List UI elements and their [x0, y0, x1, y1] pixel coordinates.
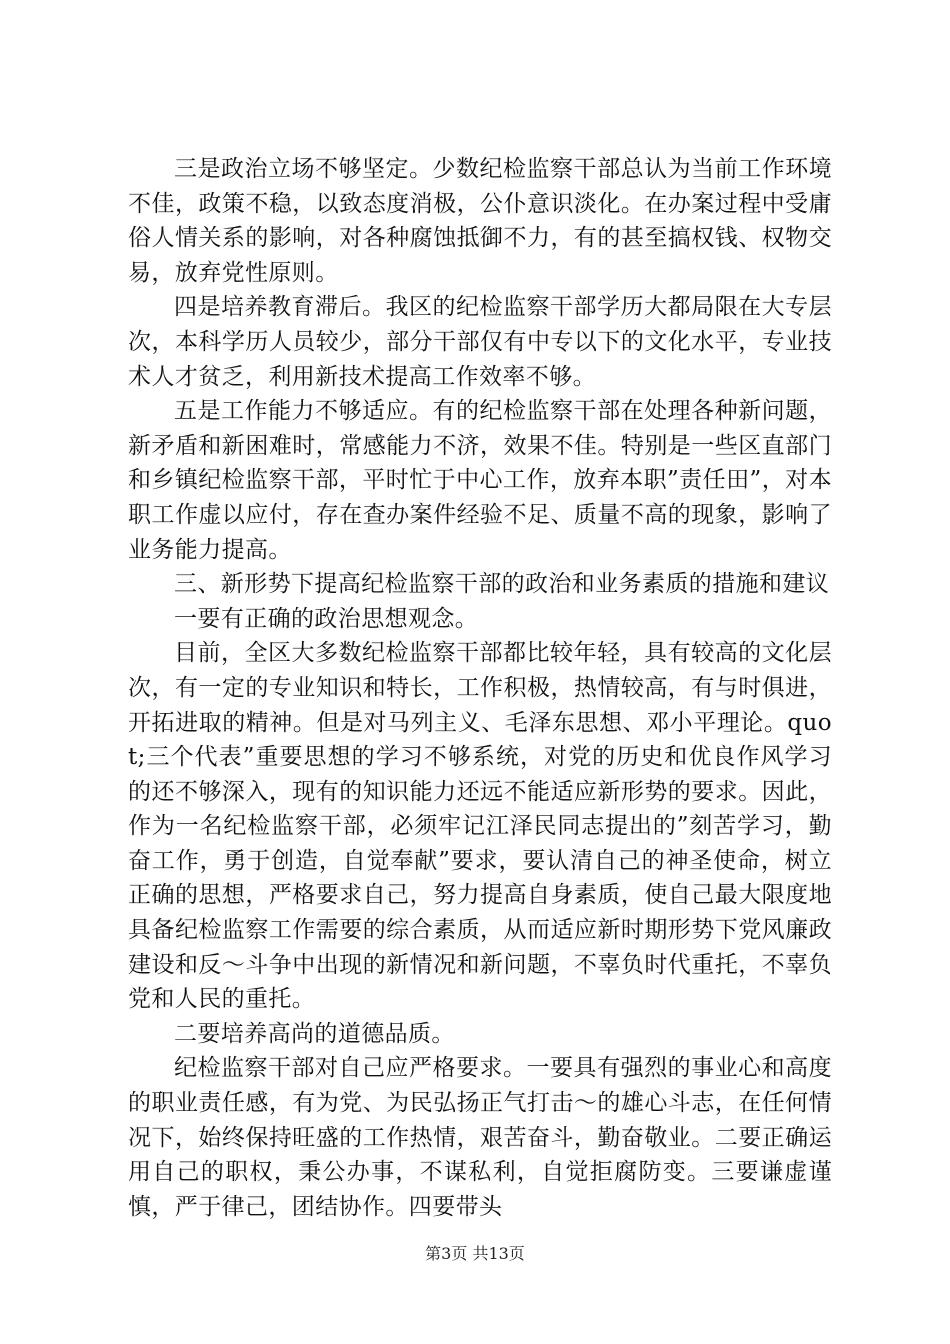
paragraph-training-education: 四是培养教育滞后。我区的纪检监察干部学历大都局限在大专层次，本科学历人员较少，部分干部仅有中专以下的文化水平，专业技术人才贫乏，利用新技术提高工作效率不够。: [128, 294, 832, 390]
paragraph-current-situation: 目前，全区大多数纪检监察干部都比较年轻，具有较高的文化层次，有一定的专业知识和特长，工作积极，热情较高，有与时俱进，开拓进取的精神。但是对马列主义、毛泽东思想、邓小平理论。quot;三个代表”重要思想的学习不够系统，对党的历史和优良作风学习的还不够深入，现有的知识能力还远不能适应新形势的要求。因此，作为一名纪检监察干部，必须牢记江泽民同志提出的”刻苦学习，勤奋工作，勇于创造，自觉奉献”要求，要认清自己的神圣使命，树立正确的思想，严格要求自己，努力提高自身素质，使自己最大限度地具备纪检监察工作需要的综合素质，从而适应新时期形势下党风廉政建设和反～斗争中出现的新情况和新问题，不辜负时代重托，不辜负党和人民的重托。: [128, 640, 832, 1013]
subheading-political-thought: 一要有正确的政治思想观念。: [174, 605, 479, 632]
page-number-footer: 第3页 共13页: [425, 1244, 525, 1263]
paragraph-work-ability: 五是工作能力不够适应。有的纪检监察干部在处理各种新问题，新矛盾和新困难时，常感能力不济，效果不佳。特别是一些区直部门和乡镇纪检监察干部，平时忙于中心工作，放弃本职”责任田”，对本职工作虚以应付，存在查办案件经验不足、质量不高的现象，影响了业务能力提高。: [128, 398, 832, 563]
document-body: [128, 152, 832, 1224]
section-heading-measures: 三、新形势下提高纪检监察干部的政治和业务素质的措施和建议: [174, 571, 830, 598]
paragraph-political-stance: 三是政治立场不够坚定。少数纪检监察干部总认为当前工作环境不佳，政策不稳，以致态度消极，公仆意识淡化。在办案过程中受庸俗人情关系的影响，对各种腐蚀抵御不力，有的甚至搞权钱、权物交易，放弃党性原则。: [128, 156, 832, 286]
paragraph-strict-requirements: 纪检监察干部对自己应严格要求。一要具有强烈的事业心和高度的职业责任感，有为党、为民弘扬正气打击～的雄心斗志，在任何情况下，始终保持旺盛的工作热情，艰苦奋斗，勤奋敬业。二要正确运用自己的职权，秉公办事，不谋私利，自觉拒腐防变。三要谦虚谨慎，严于律己，团结协作。四要带头: [128, 1055, 832, 1220]
subheading-moral-quality: 二要培养高尚的道德品质。: [174, 1020, 455, 1047]
